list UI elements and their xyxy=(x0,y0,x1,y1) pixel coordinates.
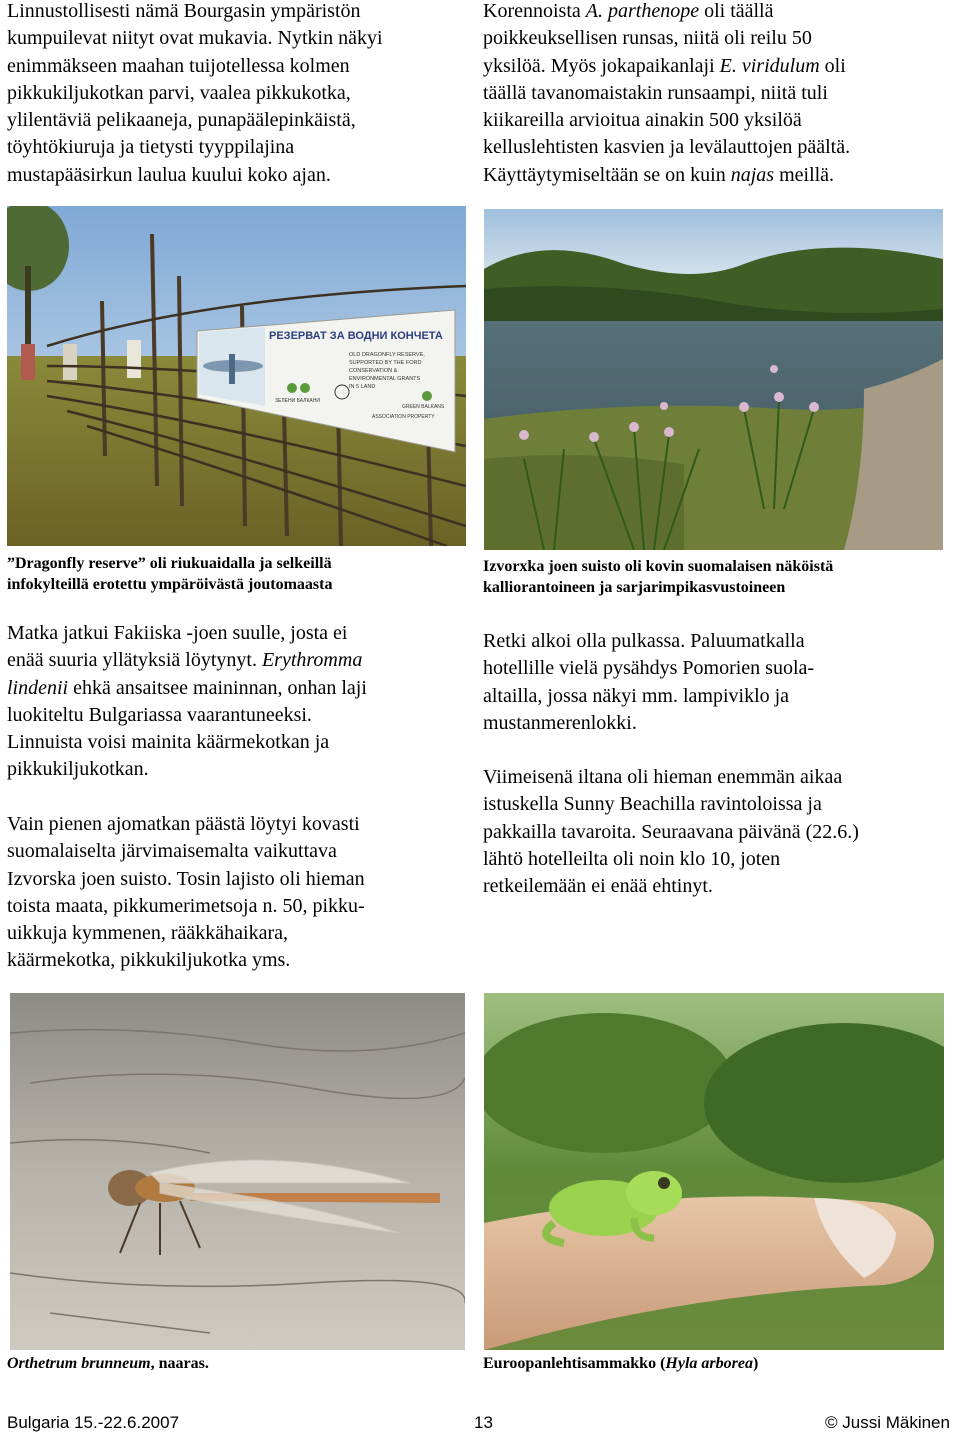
green-balkans-logo-icon xyxy=(287,383,297,393)
footer-copyright: © Jussi Mäkinen xyxy=(825,1413,950,1432)
caption-tree-frog: Euroopanlehtisammakko (Hyla arborea) xyxy=(483,1355,759,1372)
sign-line: IN 5 LAND xyxy=(349,384,376,390)
text-line: Vain pienen ajomatkan päästä löytyi kovasti xyxy=(7,813,360,835)
text-line: uikkuja kymmenen, rääkkähaikara, xyxy=(7,922,288,945)
text-line: Käyttäytymiseltään se on kuin najas meillä. xyxy=(483,163,835,186)
photo-dragonfly-reserve xyxy=(7,206,466,546)
photo-orthetrum xyxy=(10,993,465,1350)
text-line: Izvorska joen suisto. Tosin lajisto oli hieman xyxy=(7,867,365,890)
text-line: yksilöä. Myös jokapaikanlaji E. viridulum oli xyxy=(483,54,846,77)
sign-line: ENVIRONMENTAL GRANTS xyxy=(349,376,421,382)
caption-line: kalliorantoineen ja sarjarimpikasvustoineen xyxy=(483,579,786,596)
text-line: kelluslehtisten kasvien ja levälauttojen päältä. xyxy=(483,136,851,159)
sign-line: CONSERVATION & xyxy=(349,368,398,374)
text-line: luokiteltu Bulgariassa vaarantuneeksi. xyxy=(7,703,312,726)
return-paragraph xyxy=(483,628,953,737)
text-line: retkeilemään ei enää ehtinyt. xyxy=(483,875,713,898)
text-line: Linnuista voisi mainita käärmekotkan ja xyxy=(7,731,330,754)
text-line: Retki alkoi olla pulkassa. Paluumatkalla xyxy=(483,630,805,652)
sign-line: OLD DRAGONFLY RESERVE, xyxy=(349,352,425,358)
text-line: enimmäkseen maahan tuijotellessa kolmen xyxy=(7,54,350,77)
text-line: toista maata, pikkumerimetsoja n. 50, pikku- xyxy=(7,894,365,917)
caption-izvorska xyxy=(483,556,953,598)
text-line: pikkukiljukotkan parvi, vaalea pikkukotka, xyxy=(7,81,351,104)
footer-title: Bulgaria 15.-22.6.2007 xyxy=(7,1413,180,1432)
text-line: enää suuria yllätyksiä löytynyt. Erythromma xyxy=(7,649,363,672)
text-line: töyhtökiuruja ja tietysti tyyppilajina xyxy=(7,136,295,159)
caption-line: ”Dragonfly reserve” oli riukuaidalla ja selkeillä xyxy=(7,555,332,572)
text-line: altailla, jossa näkyi mm. lampiviklo ja xyxy=(483,684,790,707)
text-line: käärmekotka, pikkukiljukotka yms. xyxy=(7,949,291,972)
last-evening-paragraph xyxy=(483,764,953,900)
page-number: 13 xyxy=(474,1413,493,1432)
text-line: Korennoista A. parthenope oli täällä xyxy=(483,0,774,22)
text-line: mustapääsirkun laulua kuului koko ajan. xyxy=(7,163,331,186)
green-balkans-logo-icon xyxy=(422,391,432,401)
caption-line: infokylteillä erotettu ympäröivästä joutomaasta xyxy=(7,576,333,593)
species-name: Hyla arborea xyxy=(665,1355,753,1372)
text-line: lähtö hotelleilta oli noin klo 10, joten xyxy=(483,847,781,870)
text-line: pakkailla tavaroita. Seuraavana päivänä (22.6.) xyxy=(483,820,859,843)
sign-title: РЕЗЕРВАТ ЗА ВОДНИ КОНЧЕТА xyxy=(269,330,443,342)
text-line: täällä tavanomaistakin runsaampi, niitä tuli xyxy=(483,81,828,104)
text-line: hotellille vielä pysähdys Pomorien suola- xyxy=(483,657,815,680)
text-line: Linnustollisesti nämä Bourgasin ympäristön xyxy=(7,0,361,22)
green-balkans-logo-icon xyxy=(300,383,310,393)
sign-line: SUPPORTED BY THE FORD xyxy=(349,360,422,366)
text-line: kumpuilevat niityt ovat mukavia. Nytkin näkyi xyxy=(7,27,383,50)
photo-tree-frog xyxy=(484,993,944,1350)
text-line: Matka jatkui Fakiiska -joen suulle, josta ei xyxy=(7,622,348,644)
intro-paragraph xyxy=(7,0,462,189)
text-line: suomalaiselta järvimaisemalta vaikuttava xyxy=(7,840,337,863)
text-line: istuskella Sunny Beachilla ravintoloissa ja xyxy=(483,793,822,816)
sign-logo-text: GREEN BALKANS xyxy=(402,404,445,410)
izvorska-paragraph xyxy=(7,811,467,975)
photo-izvorska-lake xyxy=(484,209,943,550)
text-line: kiikareilla arvioitua ainakin 500 yksilöä xyxy=(483,109,802,132)
text-line: ylilentäviä pelikaaneja, punapäälepinkäistä, xyxy=(7,109,356,132)
sign-footer-text: ASSOCIATION PROPERTY xyxy=(372,414,435,420)
caption-dragonfly-reserve xyxy=(7,553,467,595)
sign-logo-text: ЗЕЛЕНИ БАЛКАНИ xyxy=(275,398,320,404)
dragonfly-paragraph xyxy=(483,0,953,189)
fakiiska-paragraph xyxy=(7,620,467,784)
text-line: lindenii ehkä ansaitsee maininnan, onhan laji xyxy=(7,676,367,699)
caption-line: Izvorxka joen suisto oli kovin suomalaisen näköistä xyxy=(483,558,834,575)
text-line: pikkukiljukotkan. xyxy=(7,758,149,781)
species-name: Orthetrum brunneum xyxy=(7,1355,151,1372)
text-line: Viimeisenä iltana oli hieman enemmän aikaa xyxy=(483,766,843,788)
text-line: mustanmerenlokki. xyxy=(483,711,637,734)
text-line: poikkeuksellisen runsas, niitä oli reilu 50 xyxy=(483,27,812,50)
caption-orthetrum: Orthetrum brunneum, naaras. xyxy=(7,1355,209,1372)
